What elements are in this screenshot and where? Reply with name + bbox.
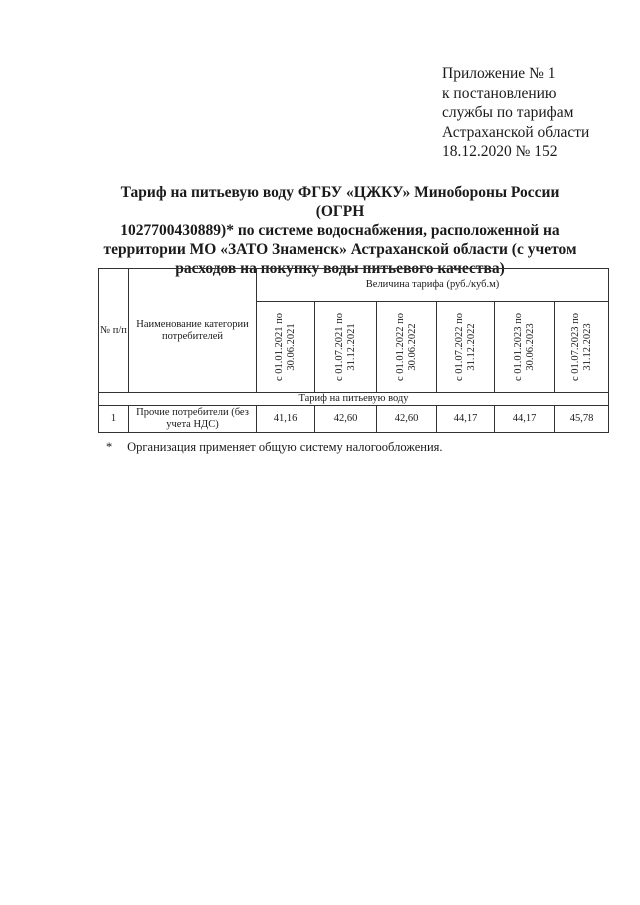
period-end: 31.12.2022 <box>465 323 477 371</box>
tariff-value: 41,16 <box>257 406 315 433</box>
tariff-value: 42,60 <box>315 406 377 433</box>
period-start: с 01.01.2022 по <box>394 312 406 382</box>
row-category: Прочие потребители (без учета НДС) <box>129 406 257 433</box>
appendix-block <box>442 64 589 162</box>
section-label: Тариф на питьевую воду <box>99 393 609 406</box>
period-start: с 01.07.2022 по <box>453 312 465 382</box>
header-number: № п/п <box>99 269 129 393</box>
title-line: территории МО «ЗАТО Знаменск» Астраханской области (с учетом <box>103 241 577 258</box>
period-start: с 01.07.2023 по <box>569 312 581 382</box>
appendix-line: 18.12.2020 № 152 <box>442 143 558 160</box>
title-line: 1027700430889)* по системе водоснабжения, расположенной на <box>120 222 560 239</box>
period-start: с 01.01.2021 по <box>273 312 285 382</box>
tariff-value: 45,78 <box>555 406 609 433</box>
appendix-line: к постановлению <box>442 84 557 102</box>
appendix-line: Приложение № 1 <box>442 65 556 82</box>
header-tariff-value: Величина тарифа (руб./куб.м) <box>257 269 609 302</box>
title-line: расходов на покупку воды питьевого качества) <box>175 260 505 277</box>
period-header-1 <box>257 302 315 393</box>
tariff-value: 44,17 <box>437 406 495 433</box>
document-title <box>96 183 584 278</box>
period-end: 31.12.2023 <box>581 323 593 371</box>
period-end: 31.12.2021 <box>345 323 357 371</box>
tariff-table <box>98 268 609 433</box>
period-end: 30.06.2021 <box>285 323 297 371</box>
footnote-mark: * <box>106 440 113 454</box>
footnote <box>106 440 443 455</box>
row-number: 1 <box>99 406 129 433</box>
title-line: Тариф на питьевую воду ФГБУ «ЦЖКУ» Минобороны России (ОГРН <box>120 184 560 220</box>
period-header-5 <box>495 302 555 393</box>
period-start: с 01.01.2023 по <box>512 312 524 382</box>
footnote-text: Организация применяет общую систему налогообложения. <box>127 440 443 454</box>
table-row <box>99 406 609 433</box>
header-category: Наименование категории потребителей <box>129 269 257 393</box>
period-header-3 <box>377 302 437 393</box>
period-start: с 01.07.2021 по <box>333 312 345 382</box>
tariff-value: 42,60 <box>377 406 437 433</box>
period-header-6 <box>555 302 609 393</box>
period-end: 30.06.2023 <box>524 323 536 371</box>
period-header-2 <box>315 302 377 393</box>
appendix-line: Астраханской области <box>442 123 590 141</box>
period-end: 30.06.2022 <box>406 323 418 371</box>
tariff-value: 44,17 <box>495 406 555 433</box>
period-header-4 <box>437 302 495 393</box>
appendix-line: службы по тарифам <box>442 104 574 121</box>
